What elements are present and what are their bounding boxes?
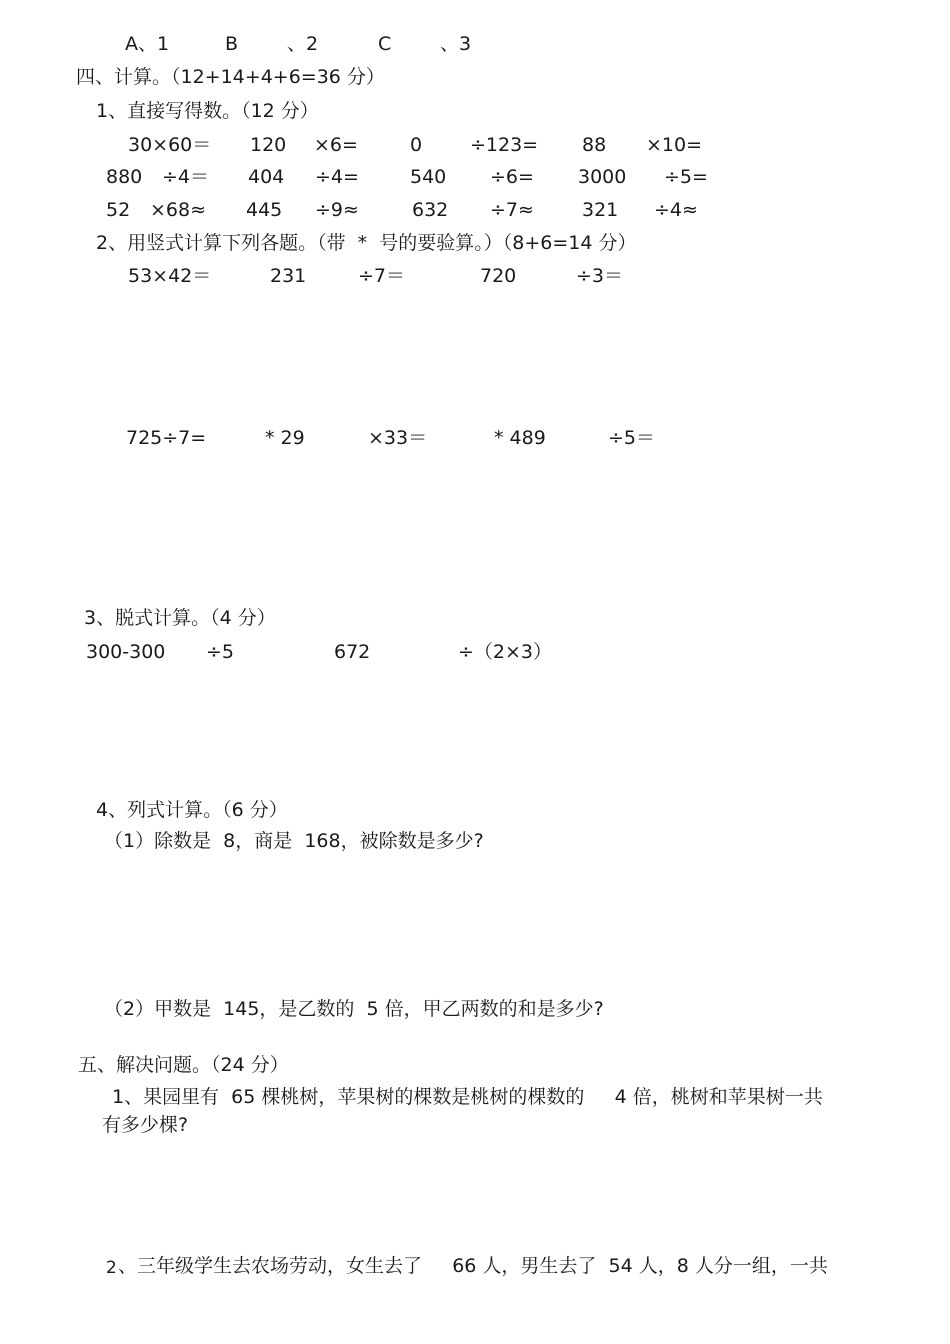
q2-r1-c3: ÷7＝ [358, 265, 406, 287]
q3-title: 3、脱式计算。（4 分） [84, 607, 276, 629]
q1-r1-c4: 0 [410, 134, 423, 156]
q4-title: 4、列式计算。（6 分） [96, 799, 288, 821]
q2-r1-c5: ÷3＝ [576, 265, 624, 287]
q1-r2-c4: ÷4= [315, 166, 359, 188]
q1-r1-c5: ÷123= [470, 134, 539, 156]
section5-title: 五、解决问题。（24 分） [78, 1054, 289, 1076]
choice-c-value: 、3 [440, 33, 472, 55]
choice-c-letter: C [378, 33, 392, 55]
choice-b-letter: B [225, 33, 239, 55]
q1-r2-c1: 880 [106, 166, 143, 188]
s5-q2-number: 2 [106, 1258, 117, 1278]
s5-q1-line1: 1、果园里有 65 棵桃树，苹果树的棵数是桃树的棵数的 4 倍，桃树和苹果树一共 [112, 1086, 823, 1108]
q1-r2-c6: ÷6= [490, 166, 534, 188]
q1-title: 1、直接写得数。（12 分） [96, 100, 319, 122]
q1-r2-c7: 3000 [578, 166, 627, 188]
q1-r1-c1: 30×60＝ [128, 134, 212, 156]
q1-r3-c7: 321 [582, 199, 619, 221]
q2-title: 2、用竖式计算下列各题。（带 * 号的要验算。）（8+6=14 分） [96, 232, 637, 254]
choice-b-value: 、2 [287, 33, 319, 55]
q4-part2: （2）甲数是 145，是乙数的 5 倍，甲乙两数的和是多少? [104, 998, 604, 1020]
choice-a: A、1 [125, 33, 170, 55]
s5-q2-line1: 、三年级学生去农场劳动，女生去了 66 人，男生去了 54 人，8 人分一组，一共 [118, 1255, 828, 1277]
section4-title: 四、计算。（12+14+4+6=36 分） [76, 66, 385, 88]
q1-r3-c1: 52 [106, 199, 131, 221]
q1-r3-c6: ÷7≈ [490, 199, 534, 221]
q1-r3-c3: 445 [246, 199, 283, 221]
q1-r3-c8: ÷4≈ [654, 199, 698, 221]
q1-r3-c2: ×68≈ [150, 199, 207, 221]
q1-r2-c8: ÷5= [664, 166, 708, 188]
q1-r1-c3: ×6= [314, 134, 358, 156]
q2-r2-c4: * 489 [494, 427, 546, 449]
q1-r3-c5: 632 [412, 199, 449, 221]
q1-r1-c2: 120 [250, 134, 287, 156]
q1-r2-c5: 540 [410, 166, 447, 188]
q1-r2-c2: ÷4＝ [162, 166, 210, 188]
q1-r1-c7: ×10= [646, 134, 703, 156]
q3-c4: ÷（2×3） [458, 641, 553, 663]
q2-r1-c2: 231 [270, 265, 307, 287]
q3-c3: 672 [334, 641, 371, 663]
q2-r2-c2: * 29 [265, 427, 305, 449]
s5-q1-line2: 有多少棵? [102, 1114, 189, 1136]
q3-c1: 300-300 [86, 641, 166, 663]
q1-r1-c6: 88 [582, 134, 607, 156]
q3-c2: ÷5 [206, 641, 235, 663]
q2-r2-c3: ×33＝ [368, 427, 428, 449]
q2-r1-c1: 53×42＝ [128, 265, 212, 287]
q2-r2-c5: ÷5＝ [608, 427, 656, 449]
q1-r2-c3: 404 [248, 166, 285, 188]
q2-r1-c4: 720 [480, 265, 517, 287]
q4-part1: （1）除数是 8，商是 168，被除数是多少? [104, 830, 484, 852]
q1-r3-c4: ÷9≈ [315, 199, 359, 221]
q2-r2-c1: 725÷7= [126, 427, 207, 449]
